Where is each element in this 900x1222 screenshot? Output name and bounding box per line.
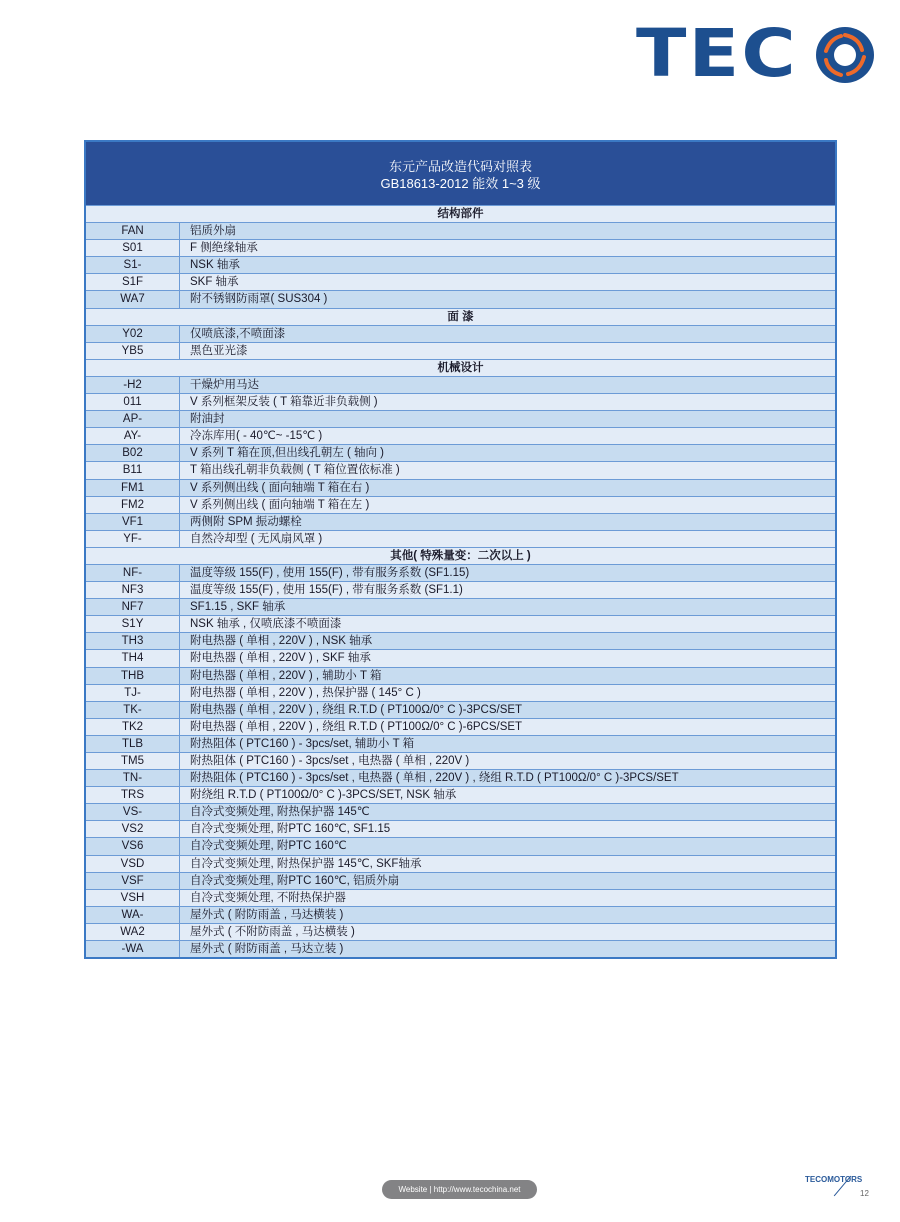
table-row: [86, 342, 835, 359]
description-cell: 屋外式 ( 附防雨盖 , 马达立装 ): [190, 943, 344, 956]
table-row: [86, 769, 835, 786]
table-row: [86, 837, 835, 854]
code-cell: AP-: [86, 411, 180, 427]
code-cell: FM1: [86, 480, 180, 496]
table-row: [86, 786, 835, 803]
table-row: [86, 684, 835, 701]
description-cell: 附热阻体 ( PTC160 ) - 3pcs/set , 电热器 ( 单相 , 220V ): [190, 755, 470, 767]
table-row: [86, 444, 835, 461]
description-cell: NSK 轴承 , 仅喷底漆不喷面漆: [190, 618, 342, 631]
table-row: [86, 461, 835, 478]
code-cell: TRS: [86, 787, 180, 803]
code-cell: VF1: [86, 514, 180, 530]
code-table: [84, 140, 837, 959]
description-cell: 自冷式变频处理, 附PTC 160℃, SF1.15: [190, 823, 391, 836]
page-number: 12: [860, 1189, 869, 1198]
code-cell: VS2: [86, 821, 180, 837]
table-row: [86, 239, 835, 256]
table-row: [86, 376, 835, 393]
description-cell: 冷冻库用( - 40℃~ -15℃ ): [190, 430, 323, 443]
description-cell: 自冷式变频处理, 附PTC 160℃, 铝质外扇: [190, 874, 400, 887]
table-row: [86, 530, 835, 547]
section-header: 结构部件: [86, 205, 835, 222]
code-cell: S01: [86, 240, 180, 256]
description-cell: 附绕组 R.T.D ( PT100Ω/0° C )-3PCS/SET, NSK 轴承: [190, 789, 457, 802]
description-cell: 附电热器 ( 单相 , 220V ) , SKF 轴承: [190, 652, 371, 665]
table-row: [86, 803, 835, 820]
description-cell: 温度等级 155(F) , 使用 155(F) , 带有服务系数 (SF1.1): [190, 584, 463, 597]
description-cell: 附油封: [190, 413, 225, 426]
code-cell: TH3: [86, 633, 180, 649]
description-cell: 附热阻体 ( PTC160 ) - 3pcs/set, 辅助小 T 箱: [190, 737, 415, 750]
table-row: [86, 752, 835, 769]
table-row: [86, 940, 835, 957]
code-cell: NF7: [86, 599, 180, 615]
section-header: 面 漆: [86, 308, 835, 325]
code-cell: -H2: [86, 377, 180, 393]
description-cell: SF1.15 , SKF 轴承: [190, 601, 286, 614]
description-cell: 屋外式 ( 附防雨盖 , 马达横装 ): [190, 908, 344, 921]
code-cell: NF-: [86, 565, 180, 581]
table-row: [86, 290, 835, 307]
code-cell: VSH: [86, 890, 180, 906]
teco-logo: [636, 15, 876, 92]
description-cell: V 系列侧出线 ( 面向轴端 T 箱在右 ): [190, 481, 370, 494]
table-row: [86, 735, 835, 752]
table-header: [86, 140, 835, 205]
description-cell: 附电热器 ( 单相 , 220V ) , NSK 轴承: [190, 635, 373, 648]
description-cell: T 箱出线孔朝非负载侧 ( T 箱位置依标准 ): [190, 464, 400, 477]
code-cell: -WA: [86, 941, 180, 957]
code-cell: WA2: [86, 924, 180, 940]
description-cell: 仅喷底漆,不喷面漆: [190, 327, 286, 340]
table-row: [86, 872, 835, 889]
code-cell: VS-: [86, 804, 180, 820]
description-cell: NSK 轴承: [190, 259, 240, 272]
table-title: 东元产品改造代码对照表: [388, 159, 532, 174]
code-cell: WA7: [86, 291, 180, 307]
table-row: [86, 564, 835, 581]
code-cell: TH4: [86, 650, 180, 666]
table-row: [86, 632, 835, 649]
footer-brand: TECOMOTORS: [805, 1175, 863, 1184]
code-cell: S1Y: [86, 616, 180, 632]
logo-text: TEC: [636, 15, 798, 92]
table-subtitle: GB18613-2012 能效 1~3 级: [380, 176, 541, 191]
description-cell: 附不锈钢防雨罩( SUS304 ): [190, 293, 328, 306]
code-cell: YB5: [86, 343, 180, 359]
code-cell: TM5: [86, 753, 180, 769]
code-cell: YF-: [86, 531, 180, 547]
code-cell: VSD: [86, 856, 180, 872]
code-cell: FAN: [86, 223, 180, 239]
code-cell: B11: [86, 462, 180, 478]
code-cell: Y02: [86, 326, 180, 342]
description-cell: 自冷式变频处理, 不附热保护器: [190, 891, 346, 904]
code-cell: S1F: [86, 274, 180, 290]
table-row: [86, 273, 835, 290]
table-row: [86, 393, 835, 410]
description-cell: F 侧绝缘轴承: [190, 242, 258, 255]
code-cell: TJ-: [86, 685, 180, 701]
description-cell: 铝质外扇: [190, 225, 236, 238]
table-row: [86, 923, 835, 940]
table-row: [86, 222, 835, 239]
section-header: 机械设计: [86, 359, 835, 376]
description-cell: 附电热器 ( 单相 , 220V ) , 辅助小 T 箱: [190, 669, 382, 682]
description-cell: 自冷式变频处理, 附PTC 160℃: [190, 840, 347, 853]
table-row: [86, 325, 835, 342]
description-cell: 自冷式变频处理, 附热保护器 145℃, SKF轴承: [190, 857, 422, 870]
section-header: 其他( 特殊量变：二次以上 ): [86, 547, 835, 564]
code-cell: VSF: [86, 873, 180, 889]
table-row: [86, 479, 835, 496]
table-row: [86, 889, 835, 906]
code-cell: 011: [86, 394, 180, 410]
table-row: [86, 496, 835, 513]
table-row: [86, 820, 835, 837]
website-badge[interactable]: Website | http://www.tecochina.net: [382, 1180, 537, 1199]
description-cell: 黑色亚光漆: [190, 344, 248, 357]
description-cell: 自冷式变频处理, 附热保护器 145℃: [190, 806, 370, 819]
code-cell: THB: [86, 668, 180, 684]
table-row: [86, 615, 835, 632]
code-cell: S1-: [86, 257, 180, 273]
description-cell: 附热阻体 ( PTC160 ) - 3pcs/set , 电热器 ( 单相 , 220V ) , 绕组 R.T.D ( PT100Ω/0° C )-3PCS/SET: [190, 772, 679, 785]
table-row: [86, 598, 835, 615]
table-row: [86, 855, 835, 872]
code-cell: FM2: [86, 497, 180, 513]
description-cell: V 系列侧出线 ( 面向轴端 T 箱在左 ): [190, 498, 370, 511]
description-cell: 屋外式 ( 不附防雨盖 , 马达横装 ): [190, 925, 355, 938]
code-cell: TK-: [86, 702, 180, 718]
code-cell: TLB: [86, 736, 180, 752]
table-row: [86, 701, 835, 718]
description-cell: V 系列 T 箱在顶,但出线孔朝左 ( 轴向 ): [190, 447, 385, 460]
code-cell: VS6: [86, 838, 180, 854]
table-row: [86, 906, 835, 923]
description-cell: 温度等级 155(F) , 使用 155(F) , 带有服务系数 (SF1.15): [190, 566, 470, 579]
table-row: [86, 256, 835, 273]
code-cell: TN-: [86, 770, 180, 786]
description-cell: SKF 轴承: [190, 276, 239, 289]
code-cell: B02: [86, 445, 180, 461]
table-row: [86, 718, 835, 735]
table-row: [86, 513, 835, 530]
description-cell: 附电热器 ( 单相 , 220V ) , 热保护器 ( 145° C ): [190, 686, 421, 699]
table-row: [86, 427, 835, 444]
code-cell: TK2: [86, 719, 180, 735]
description-cell: 自然冷却型 ( 无风扇风罩 ): [190, 532, 323, 545]
code-cell: AY-: [86, 428, 180, 444]
code-cell: WA-: [86, 907, 180, 923]
table-row: [86, 667, 835, 684]
description-cell: V 系列框架反装 ( T 箱靠近非负载侧 ): [190, 396, 378, 409]
description-cell: 附电热器 ( 单相 , 220V ) , 绕组 R.T.D ( PT100Ω/0° C )-3PCS/SET: [190, 703, 523, 716]
description-cell: 干燥炉用马达: [190, 378, 259, 391]
table-row: [86, 410, 835, 427]
description-cell: 两侧附 SPM 振动螺栓: [190, 515, 302, 528]
table-row: [86, 649, 835, 666]
code-cell: NF3: [86, 582, 180, 598]
description-cell: 附电热器 ( 单相 , 220V ) , 绕组 R.T.D ( PT100Ω/0° C )-6PCS/SET: [190, 720, 523, 733]
logo-swirl-icon: [814, 26, 876, 84]
table-row: [86, 581, 835, 598]
